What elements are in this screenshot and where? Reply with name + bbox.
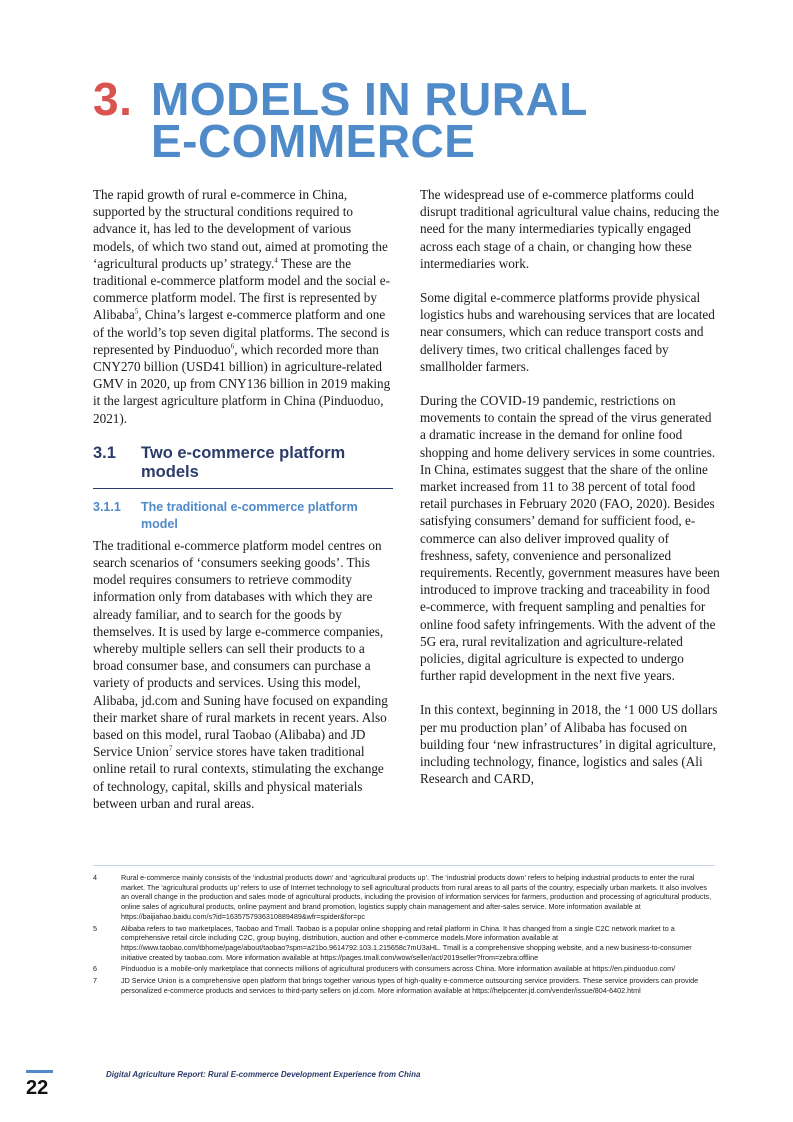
intro-text-3: , China’s largest e-commerce platform and one of the world’s top seven digital platforms. The second is represented by Pinduoduo	[93, 307, 390, 357]
footnote-text: Alibaba refers to two marketplaces, Taobao and Tmall. Taobao is a popular online shopping and retail platform in China. It has changed from a single C2C network market to a comprehensive retail circle including C2C, group buying, distribution, auction and other e-commerce models.More information available at https://www.taobao.com/tbhome/page/about/taobao?spm=a21bo.9614792.103.1.215658c7mU3aHL. Tmall is a comprehensive shopping website, and a new business-to-consumer initiative created by taobao.com. More information available at https://pages.tmall.com/wow/seller/act/2019seller?from=zebra:offline	[121, 923, 692, 962]
footnote-ref-4[interactable]: 4	[274, 256, 278, 265]
paragraph-alibaba-plan: In this context, beginning in 2018, the ‘1 000 US dollars per mu production plan’ of Alibaba has focused on building four ‘new infrastructures’ in digital agriculture, including technology, finance, logistics and sales (Ali Research and CARD,	[420, 702, 718, 787]
footnote-ref-5[interactable]: 5	[134, 308, 139, 317]
footer-accent-bar	[26, 1070, 53, 1073]
footnote-number: 7	[93, 976, 97, 986]
section-title: Two e-commerce platform models	[141, 443, 346, 481]
paragraph-logistics: Some digital e-commerce platforms provide physical logistics hubs and warehousing services that are located near consumers, which can reduce transport costs and delivery times, two critical challenges faced by smallholder farmers.	[420, 290, 715, 374]
page-number: 22	[26, 1077, 49, 1099]
running-title: Digital Agriculture Report: Rural E-commerce Development Experience from China	[106, 1070, 421, 1079]
footnote-number: 6	[93, 964, 97, 974]
paragraph-platforms: The widespread use of e-commerce platforms could disrupt traditional agricultural value chains, reducing the need for the many intermediaries typically engaged across each stage of a chain, or changing how these intermediaries work.	[420, 187, 720, 271]
subsection-title: The traditional e-commerce platform model	[141, 499, 358, 531]
section-number: 3.1	[93, 443, 116, 462]
footnote-text: Rural e-commerce mainly consists of the ‘industrial products down’ and ‘agricultural products up’. The ‘industrial products down’ refers to helping industrial products to enter the rural market. The ‘agricultural products up’ refers to use of Internet technology to sell agricultural products from rural areas to all parts of the country, especially urban markets. It also involves an overall change in the production and sales mode of agricultural products, including the provision of information services for farmers, production and processing of agricultural products, online sales of agricultural products, online payment and brand promotion, logistics supply chain management and after-sales service. More information available at https://baijiahao.baidu.com/s?id=1635757936310889489&wfr=spider&for=pc	[121, 873, 712, 921]
footnote-ref-7[interactable]: 7	[168, 744, 173, 753]
chapter-title-line-1: MODELS IN RURAL	[151, 73, 588, 125]
intro-text-1: The rapid growth of rural e-commerce in China, supported by the structural conditions required to advance it, has led to the development of various models, of which two stand out, aimed at promoting the ‘agricultural products up’ strategy.	[93, 187, 388, 271]
section-heading	[93, 444, 393, 489]
footnote-ref-6[interactable]: 6	[230, 342, 235, 351]
intro-paragraph	[93, 186, 393, 427]
footnote-text: JD Service Union is a comprehensive open platform that brings together various types of high-quality e-commerce outsourcing service providers. These service providers can provide personalized e-commerce products and services to third-party sellers on jd.com. More information available at https://helpcenter.jd.com/vender/issue/804-6402.html	[121, 976, 699, 995]
footnote-text: Pinduoduo is a mobile-only marketplace that connects millions of agricultural producers with consumers across China. More information available at https://en.pinduoduo.com/	[121, 964, 676, 974]
paragraph-covid: During the COVID-19 pandemic, restrictions on movements to contain the spread of the virus generated a dramatic increase in the demand for online food shopping and home delivery services in some countries. In China, estimates suggest that the share of the online market increased from 11 to 38 percent of total food retail purchases in February 2020 (FAO, 2020). Besides satisfying consumers’ demand for sufficient food, e-commerce can also deliver improved quality of freshness, safety, convenience and personalized requirements. Recently, government measures have been introduced to improve tracking and traceability in food e-commerce, with frequent sampling and penalties for online food safety infringements. With the advent of the 5G era, rural revitalization and agriculture-related policies, digital agriculture is expected to undergo further rapid development in the next five years.	[420, 393, 720, 684]
footnote	[93, 964, 715, 974]
subsection-heading	[93, 499, 393, 533]
footnote	[93, 873, 715, 922]
left-column	[93, 186, 393, 829]
intro-text-4: , which recorded more than CNY270 billion (USD41 billion) in agriculture-related GMV in 2020, up from CNY136 billion in 2019 making it the largest agriculture platform in China (Pinduoduo, 2021).	[93, 341, 391, 426]
footnote	[93, 924, 715, 963]
chapter-number: 3.	[93, 73, 133, 125]
footnote	[93, 976, 715, 995]
body-text-2: service stores have taken traditional online retail to rural contexts, stimulating the exchange of technology, capital, skills and physical materials between urban and rural areas.	[93, 744, 384, 811]
chapter-title	[151, 73, 711, 167]
footnotes	[93, 865, 715, 997]
right-column	[420, 186, 720, 805]
footnote-number: 5	[93, 923, 97, 933]
chapter-title-line-2: E-COMMERCE	[151, 115, 476, 167]
body-paragraph	[93, 537, 393, 812]
body-text-1: The traditional e-commerce platform model centres on search scenarios of ‘consumers seeking goods’. This model requires consumers to retrieve commodity information only from databases with which they are already familiar, and to search for the goods by themselves. It is used by large e-commerce companies, whereby multiple sellers can sell their products to a broad consumer base, and consumers can purchase a variety of products and services. Using this model, Alibaba, jd.com and Suning have focused on expanding their market share of rural markets in recent years. Also based on this model, rural Taobao (Alibaba) and JD Service Union	[93, 537, 388, 760]
footnote-number: 4	[93, 873, 97, 882]
intro-text-2: These are the traditional e-commerce platform model and the social e-commerce platform model. The first is represented by Alibaba	[93, 255, 390, 323]
subsection-number: 3.1.1	[93, 499, 121, 514]
